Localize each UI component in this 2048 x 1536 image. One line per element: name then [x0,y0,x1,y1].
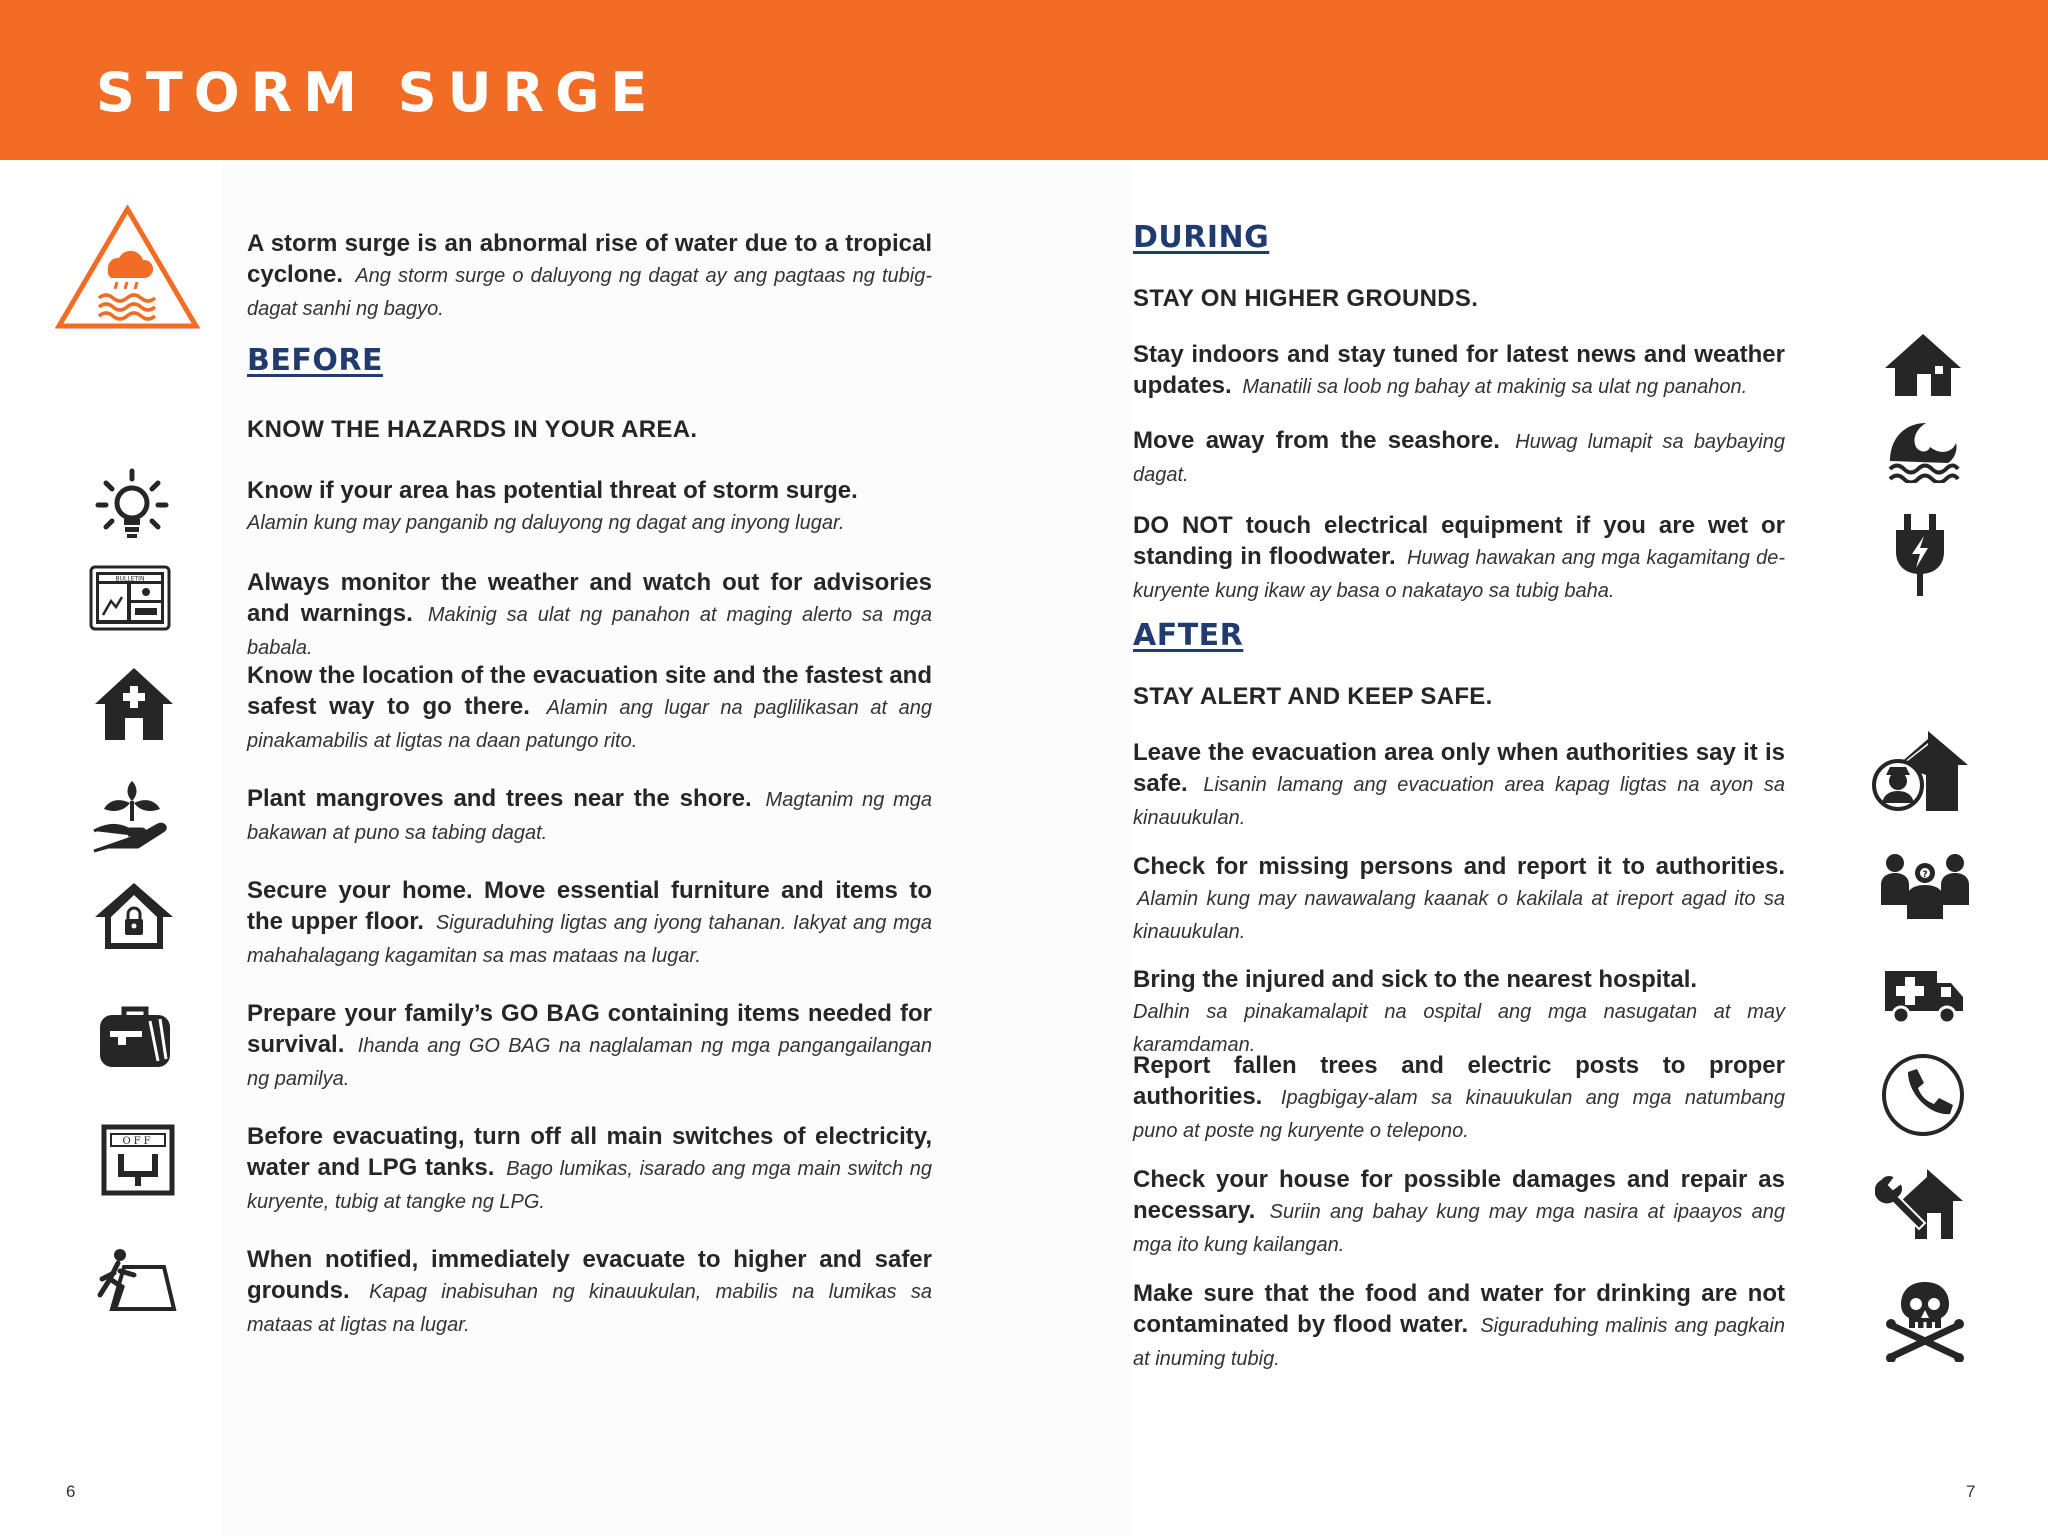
phone-icon [1873,1045,1973,1145]
item-italic: Makinig sa ulat ng panahon at maging alerto sa mga babala. [247,604,933,659]
intro-paragraph [247,228,932,325]
item-bold: Make sure that the food and water for drinking are not contaminated by flood water. [1133,1280,1785,1338]
after-item-3 [1133,964,1785,1061]
before-item-8 [247,1244,932,1341]
item-bold: Check for missing persons and report it to authorities. [1133,853,1785,880]
item-italic: Magtanim ng mga bakawan at puno sa tabing dagat. [247,789,933,844]
item-italic: Bago lumikas, isarado ang mga main switch ng kuryente, tubig at tangke ng LPG. [247,1158,933,1213]
item-bold: Secure your home. Move essential furniture and items to the upper floor. [247,877,932,935]
before-item-6 [247,998,932,1095]
item-italic: Kapag inabisuhan ng kinauukulan, mabilis na lumikas sa mataas at ligtas na lugar. [247,1281,932,1336]
plant-hand-icon [82,764,182,864]
after-item-1 [1133,737,1785,834]
during-item-2 [1133,425,1785,491]
during-subheading: STAY ON HIGHER GROUNDS. [1133,285,1479,312]
evacuation-house-icon [84,654,184,754]
item-bold: Know the location of the evacuation site and the fastest and safest way to go there. [247,662,932,720]
authority-house-icon [1870,720,1970,820]
skull-crossbones-icon [1875,1270,1975,1370]
go-bag-icon [85,986,185,1086]
storm-surge-warning-icon [55,205,200,330]
after-item-5 [1133,1164,1785,1261]
locked-house-icon [84,866,184,966]
item-bold: Report fallen trees and electric posts to proper authorities. [1133,1052,1785,1110]
during-heading: DURING [1133,220,1270,255]
item-italic: Lisanin lamang ang evacuation area kapag ligtas na ayon sa kinauukulan. [1133,774,1786,829]
intro-italic-text: Ang storm surge o daluyong ng dagat ay ang pagtaas ng tubig-dagat sanhi ng bagyo. [247,265,933,320]
after-item-4 [1133,1050,1785,1147]
evacuate-exit-icon [86,1230,186,1330]
item-bold: Before evacuating, turn off all main switches of electricity, water and LPG tanks. [247,1123,932,1181]
before-item-5 [247,875,932,972]
item-bold: Prepare your family’s GO BAG containing items needed for survival. [247,1000,932,1058]
house-repair-icon [1870,1155,1970,1255]
item-bold: Leave the evacuation area only when authorities say it is safe. [1133,739,1785,797]
during-item-3 [1133,510,1785,607]
page-title: STORM SURGE [96,61,659,124]
during-item-1 [1133,339,1785,403]
item-italic: Suriin ang bahay kung may mga nasira at ipaayos ang mga ito kung kailangan. [1133,1201,1785,1256]
before-item-7 [247,1121,932,1218]
left-column [247,0,932,1536]
electric-plug-icon [1870,505,1970,605]
item-bold: Bring the injured and sick to the nearest hospital. [1133,966,1698,993]
item-italic: Alamin ang lugar na paglilikasan at ang pinakamabilis at ligtas na daan patungo rito. [247,697,932,752]
ambulance-icon [1873,945,1973,1045]
after-item-6 [1133,1278,1785,1375]
item-italic: Huwag hawakan ang mga kagamitang de-kuryente kung ikaw ay basa o nakatayo sa tubig baha. [1133,547,1786,602]
missing-persons-icon [1875,835,1975,935]
item-bold: Always monitor the weather and watch out for advisories and warnings. [247,569,932,627]
after-subheading: STAY ALERT AND KEEP SAFE. [1133,683,1493,710]
bulletin-board-icon [80,548,180,648]
item-italic: Huwag lumapit sa baybaying dagat. [1133,431,1785,486]
item-bold: Know if your area has potential threat of storm surge. [247,477,858,504]
right-column [1133,0,1785,1536]
svg-text:?: ? [1922,870,1928,880]
lightbulb-icon [82,455,182,555]
svg-text:OFF: OFF [122,1136,154,1147]
item-bold: DO NOT touch electrical equipment if you are wet or standing in floodwater. [1133,512,1785,570]
item-italic: Dalhin sa pinakamalapit na ospital ang mga nasugatan at may karamdaman. [1133,1001,1785,1056]
item-italic: Ipagbigay-alam sa kinauukulan ang mga natumbang puno at poste ng kuryente o telepono. [1133,1087,1785,1142]
right-page-number: 7 [1966,1482,1976,1501]
waves-icon [1873,400,1973,500]
item-bold: Move away from the seashore. [1133,427,1500,454]
before-subheading: KNOW THE HAZARDS IN YOUR AREA. [247,416,698,443]
item-bold: Check your house for possible damages and repair as necessary. [1133,1166,1785,1224]
before-item-3 [247,660,932,757]
before-item-4 [247,783,932,849]
before-item-2 [247,567,932,664]
item-bold: Stay indoors and stay tuned for latest news and weather updates. [1133,341,1785,399]
after-item-2 [1133,851,1785,948]
item-italic: Siguraduhing ligtas ang iyong tahanan. Iakyat ang mga mahahalagang kagamitan sa mas mataas na lugar. [247,912,933,967]
left-page-number: 6 [66,1482,76,1501]
off-switch-icon [88,1110,188,1210]
item-italic: Ihanda ang GO BAG na naglalaman ng mga pangangailangan ng pamilya. [247,1035,933,1090]
item-italic: Siguraduhing malinis ang pagkain at inuming tubig. [1133,1315,1785,1370]
intro-bold-text: A storm surge is an abnormal rise of water due to a tropical cyclone. [247,230,932,288]
item-bold: Plant mangroves and trees near the shore. [247,785,752,812]
before-item-1 [247,475,932,539]
item-italic: Alamin kung may panganib ng daluyong ng dagat ang inyong lugar. [247,512,845,534]
item-italic: Alamin kung may nawawalang kaanak o kakilala at ireport agad ito sa kinauukulan. [1133,888,1785,943]
before-heading: BEFORE [247,343,383,378]
after-heading: AFTER [1133,618,1244,653]
item-italic: Manatili sa loob ng bahay at makinig sa ulat ng panahon. [1242,376,1748,398]
svg-text:BULLETIN: BULLETIN [115,575,145,583]
item-bold: When notified, immediately evacuate to higher and safer grounds. [247,1246,932,1304]
